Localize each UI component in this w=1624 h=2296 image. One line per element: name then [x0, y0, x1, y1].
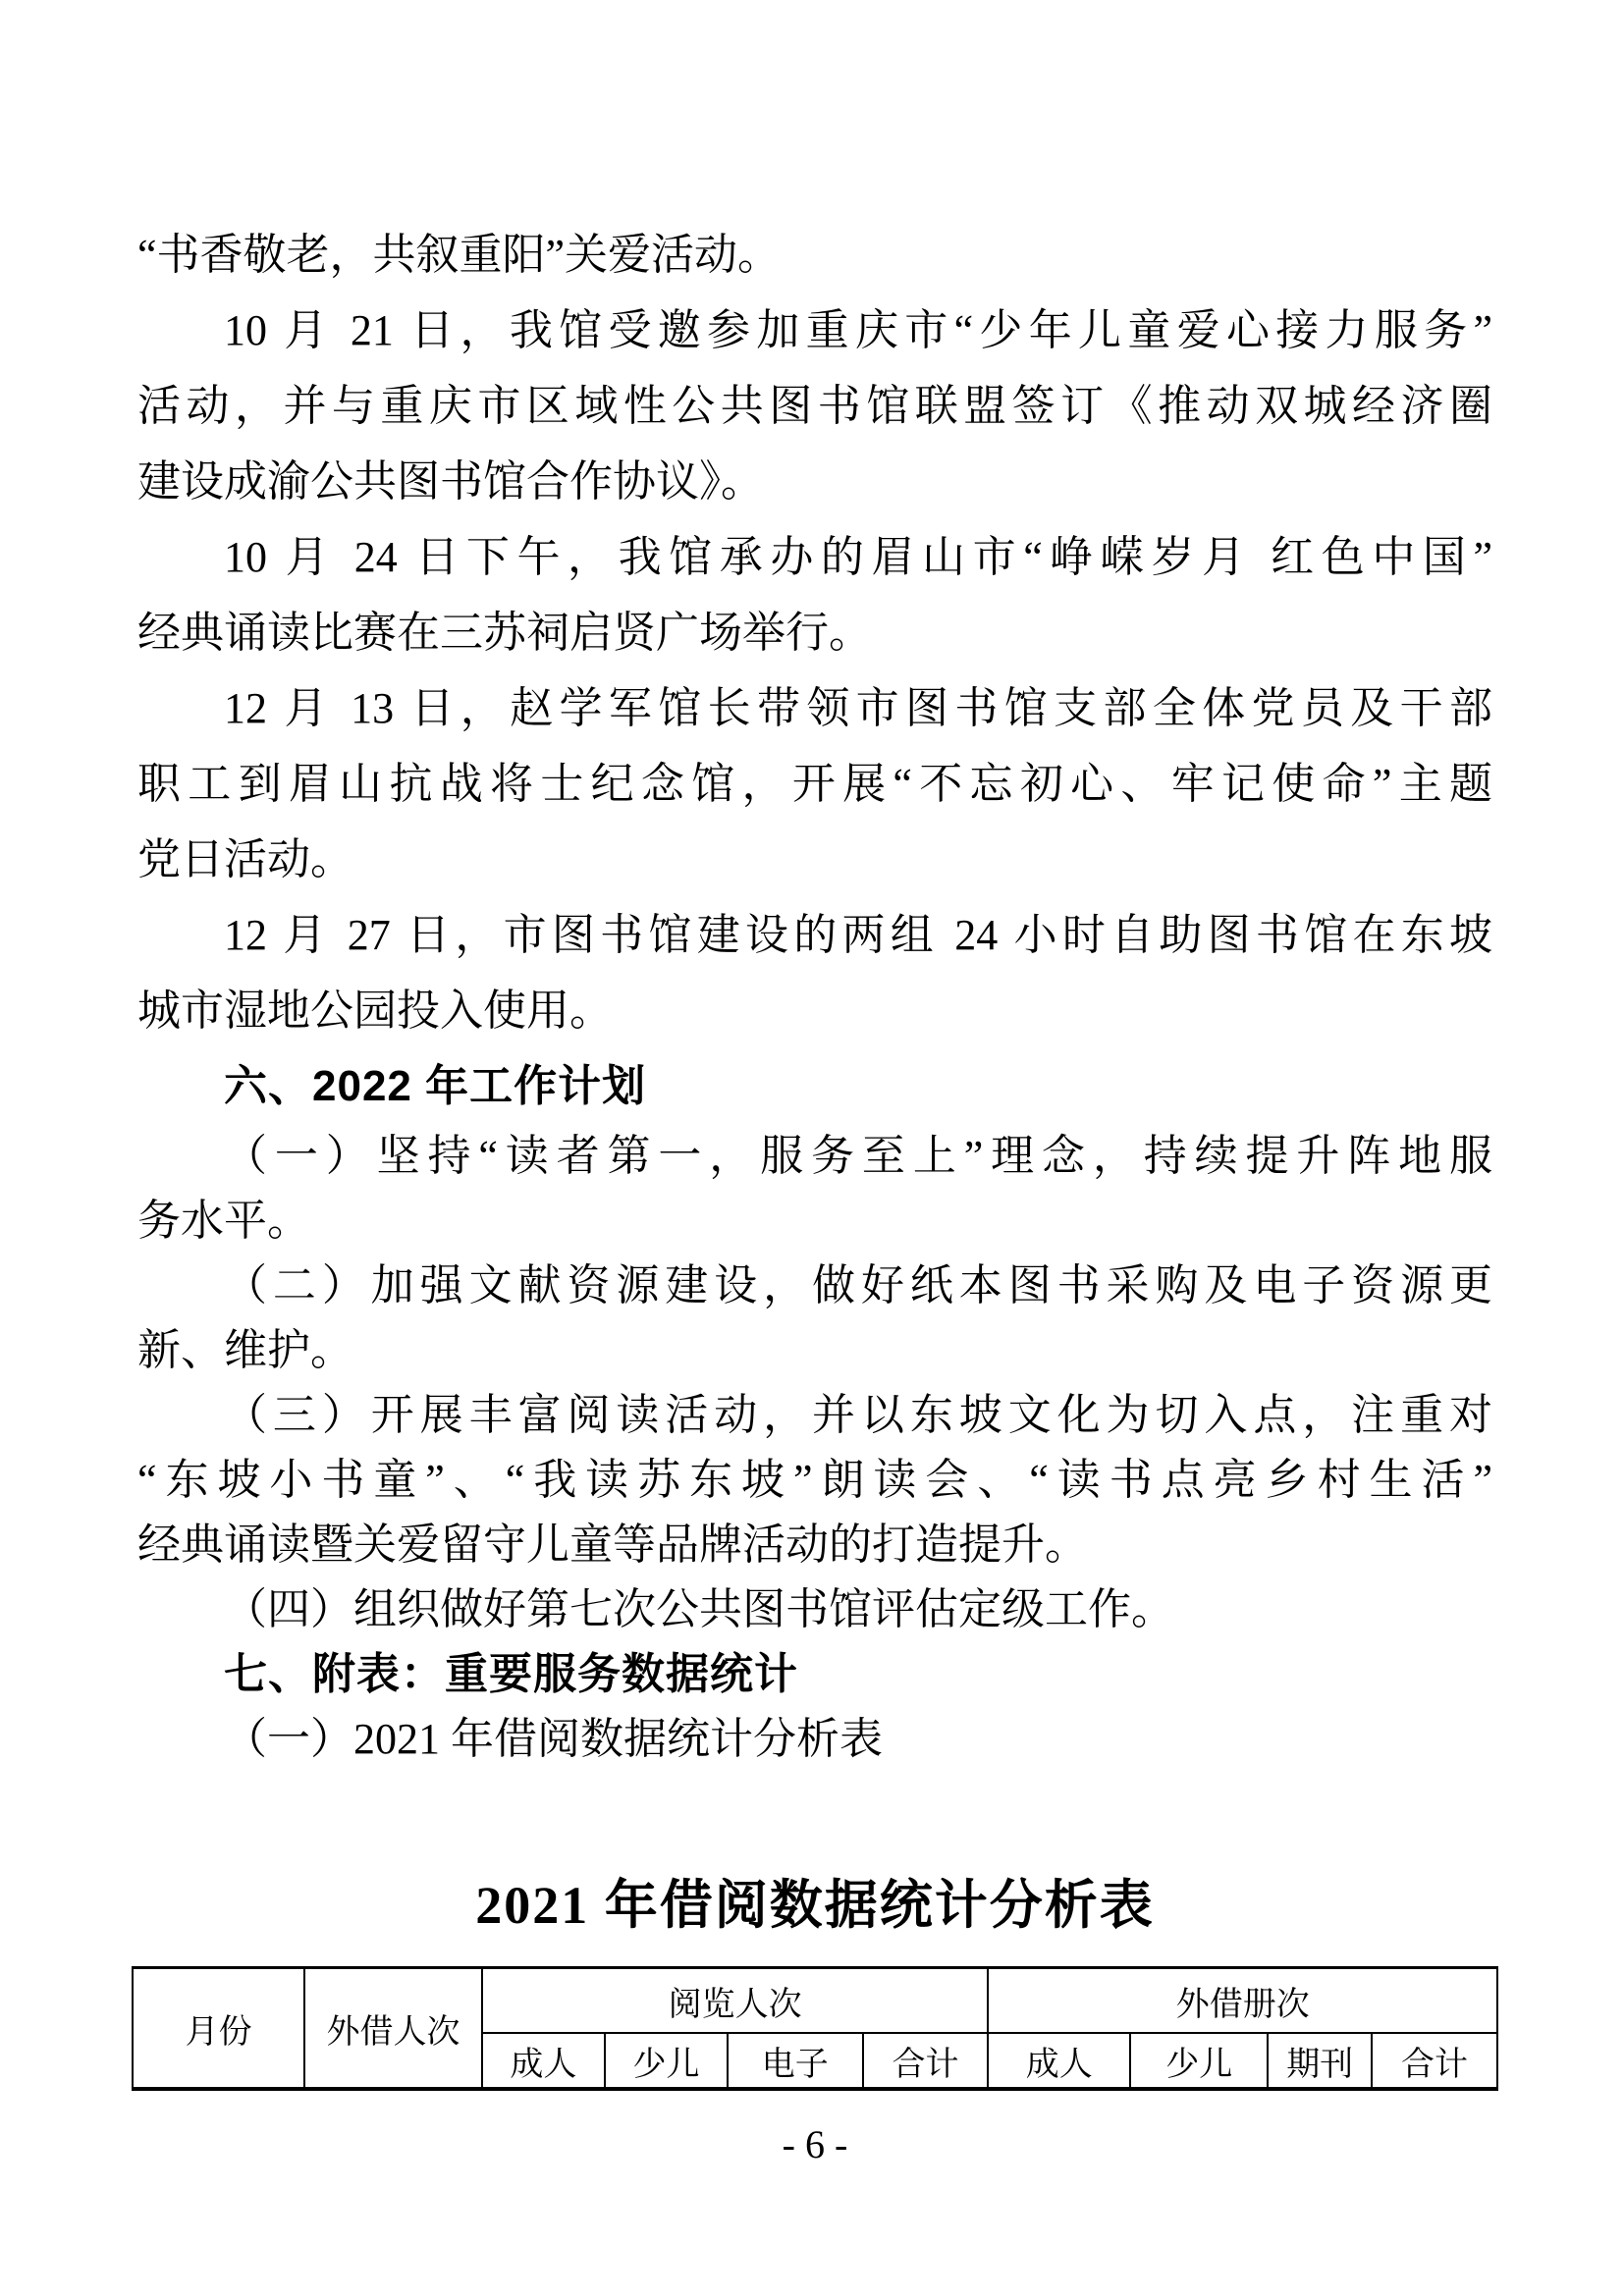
paragraph-line: 12 月 27 日，市图书馆建设的两组 24 小时自助图书馆在东坡	[224, 911, 1492, 959]
col-header-lend-periodical: 期刊	[1268, 2033, 1372, 2089]
paragraph-line: 务水平。	[137, 1197, 310, 1245]
appendix-item-label: （一）2021 年借阅数据统计分析表	[224, 1715, 883, 1763]
col-header-lend-children: 少儿	[1130, 2033, 1268, 2089]
col-group-lend-volumes: 外借册次	[988, 1968, 1497, 2034]
paragraph-line: （一）坚持“读者第一，服务至上”理念，持续提升阵地服	[224, 1132, 1492, 1180]
paragraph-line: 建设成渝公共图书馆合作协议》。	[137, 457, 764, 506]
paragraph-line: （四）组织做好第七次公共图书馆评估定级工作。	[224, 1585, 1174, 1633]
col-group-reading-visits: 阅览人次	[482, 1968, 989, 2034]
paragraph-line: 活动，并与重庆市区域性公共图书馆联盟签订《推动双城经济圈	[137, 382, 1492, 430]
paragraph-line: 新、维护。	[137, 1326, 353, 1374]
section-heading-2022-plan: 六、2022 年工作计划	[224, 1062, 647, 1110]
col-header-lend-adult: 成人	[988, 2033, 1130, 2089]
col-header-reading-total: 合计	[863, 2033, 989, 2089]
borrowing-statistics-table	[132, 1966, 1498, 2091]
col-header-reading-digital: 电子	[728, 2033, 863, 2089]
paragraph-line: （三）开展丰富阅读活动，并以东坡文化为切入点，注重对	[224, 1391, 1492, 1439]
paragraph-line: 职工到眉山抗战将士纪念馆，开展“不忘初心、牢记使命”主题	[137, 760, 1492, 808]
paragraph-line: “东坡小书童”、“我读苏东坡”朗读会、“读书点亮乡村生活”	[137, 1456, 1492, 1504]
paragraph-line: 10 月 24 日下午，我馆承办的眉山市“峥嵘岁月 红色中国”	[224, 533, 1492, 581]
table-header-row-groups	[133, 1968, 1497, 2034]
paragraph-line: “书香敬老，共叙重阳”关爱活动。	[137, 231, 782, 279]
paragraph-line: 10 月 21 日，我馆受邀参加重庆市“少年儿童爱心接力服务”	[224, 306, 1492, 354]
paragraph-line: 城市湿地公园投入使用。	[137, 987, 613, 1035]
col-header-reading-adult: 成人	[482, 2033, 605, 2089]
table-title: 2021 年借阅数据统计分析表	[475, 1876, 1155, 1935]
paragraph-line: 经典诵读比赛在三苏祠启贤广场举行。	[137, 609, 872, 657]
col-header-month: 月份	[133, 1968, 304, 2090]
col-header-lend-visits: 外借人次	[304, 1968, 482, 2090]
col-header-reading-children: 少儿	[605, 2033, 728, 2089]
paragraph-line: 经典诵读暨关爱留守儿童等品牌活动的打造提升。	[137, 1521, 1088, 1569]
paragraph-line: 12 月 13 日，赵学军馆长带领市图书馆支部全体党员及干部	[224, 684, 1492, 732]
col-header-lend-total: 合计	[1372, 2033, 1497, 2089]
paragraph-line: （二）加强文献资源建设，做好纸本图书采购及电子资源更	[224, 1261, 1492, 1309]
paragraph-line: 党日活动。	[137, 835, 353, 883]
section-heading-appendix: 七、附表：重要服务数据统计	[224, 1650, 798, 1698]
page-number: - 6 -	[782, 2122, 848, 2166]
document-content	[137, 0, 1492, 2167]
